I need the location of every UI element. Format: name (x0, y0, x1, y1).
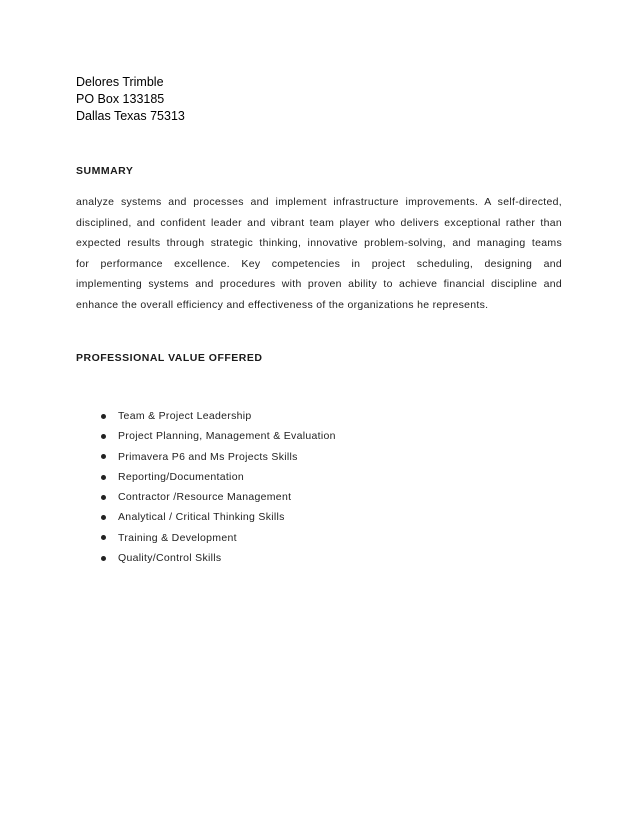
skill-label: Primavera P6 and Ms Projects Skills (118, 450, 298, 463)
bullet-icon (101, 535, 106, 540)
bullet-icon (101, 495, 106, 500)
skills-list (98, 406, 336, 568)
summary-line: expected results through strategic thinking, innovative problem-solving, and managing teams (76, 237, 562, 250)
skill-label: Analytical / Critical Thinking Skills (118, 511, 285, 524)
list-item (98, 487, 336, 507)
list-item (98, 426, 336, 446)
skill-label: Team & Project Leadership (118, 410, 252, 422)
professional-value-heading: PROFESSIONAL VALUE OFFERED (76, 352, 263, 364)
bullet-icon (101, 556, 106, 561)
skill-label: Contractor /Resource Management (118, 491, 292, 504)
list-item (98, 528, 336, 548)
bullet-icon (101, 434, 106, 439)
summary-line: enhance the overall efficiency and effectiveness of the organizations he represents. (76, 298, 489, 311)
summary-line: analyze systems and processes and implement infrastructure improvements. A self-directed, (76, 196, 562, 208)
contact-block (76, 74, 185, 125)
summary-paragraph (76, 192, 562, 316)
contact-name: Delores Trimble (76, 75, 164, 89)
list-item (98, 406, 336, 426)
skill-label: Project Planning, Management & Evaluation (118, 430, 336, 443)
list-item (98, 467, 336, 487)
bullet-icon (101, 454, 106, 459)
summary-heading: SUMMARY (76, 165, 134, 177)
bullet-icon (101, 414, 106, 419)
summary-line: disciplined, and confident leader and vibrant team player who delivers exceptional rather than (76, 216, 562, 229)
contact-address-line1: PO Box 133185 (76, 92, 165, 106)
bullet-icon (101, 475, 106, 480)
skill-label: Quality/Control Skills (118, 552, 222, 565)
summary-line: for performance excellence. Key competencies in project scheduling, designing and (76, 257, 562, 270)
list-item (98, 447, 336, 467)
skill-label: Reporting/Documentation (118, 470, 244, 483)
list-item (98, 507, 336, 527)
list-item (98, 548, 336, 568)
summary-line: implementing systems and procedures with proven ability to achieve financial discipline and (76, 278, 562, 291)
bullet-icon (101, 515, 106, 520)
skill-label: Training & Development (118, 531, 237, 544)
contact-address-line2: Dallas Texas 75313 (76, 109, 185, 123)
